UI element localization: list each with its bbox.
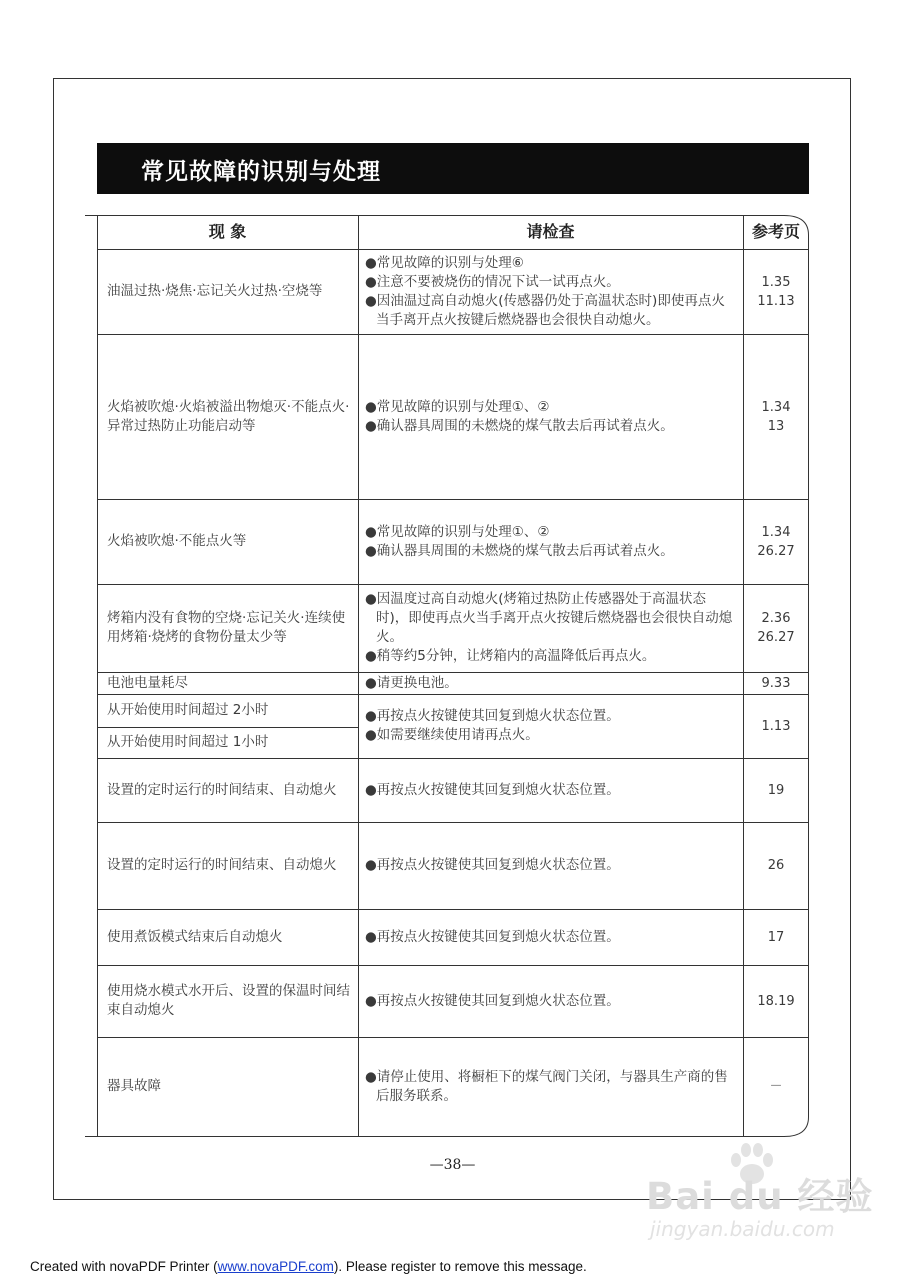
row-10-symptom: 使用烧水模式水开后、设置的保温时间结束自动熄火 [107,983,350,1018]
baidu-watermark-url: jingyan.baidu.com [650,1217,835,1241]
header-ref: 参考页 [751,222,800,241]
row-9-checks [365,909,737,965]
check-item: ●常见故障的识别与处理①、② [365,398,550,415]
ref-page: 1.13 [761,718,791,734]
page-title: 常见故障的识别与处理 [141,159,381,185]
check-item: ●因油温过高自动熄火(传感器仍处于高温状态时)即使再点火当手离开点火按键后燃烧器也会很快自动熄火。 [365,292,725,328]
ref-page: 13 [767,418,785,434]
ref-page: 17 [767,929,785,945]
check-item: ●注意不要被烧伤的情况下试一试再点火。 [365,273,620,290]
header-symptom: 现 象 [208,222,247,241]
row-8-symptom: 设置的定时运行的时间结束、自动熄火 [107,857,337,873]
footer-text-after: ). Please register to remove this message. [333,1259,587,1274]
pdf-footer [30,1259,587,1274]
row-1-ref [743,249,809,334]
check-item: ●确认器具周围的未燃烧的煤气散去后再试着点火。 [365,542,674,559]
row-6-checks [365,694,737,758]
row-6-symptom-a: 从开始使用时间超过 2小时 [107,702,269,718]
row-11-ref [743,1037,809,1136]
row-3-checks [365,499,737,584]
row-10-ref [743,965,809,1037]
ref-page: 1.34 [761,399,791,415]
row-3-symptom: 火焰被吹熄·不能点火等 [107,533,247,549]
row-4-ref [743,584,809,672]
row-8-checks [365,822,737,909]
title-bar [97,143,809,194]
row-7-ref [743,758,809,822]
check-item: ●因温度过高自动熄火(烤箱过热防止传感器处于高温状态时)，即使再点火当手离开点火按键后燃烧器也会很快自动熄火。 [365,591,733,645]
row-4-checks [365,584,737,672]
check-item: ●常见故障的识别与处理①、② [365,523,550,540]
row-5-symptom: 电池电量耗尽 [107,674,188,691]
header-check: 请检查 [526,222,575,241]
footer-text-before: Created with novaPDF Printer ( [30,1259,218,1274]
row-5-ref [743,672,809,694]
ref-page: 1.34 [761,524,791,540]
check-item: ●请停止使用、将橱柜下的煤气阀门关闭，与器具生产商的售后服务联系。 [365,1068,728,1104]
page-number: —38— [429,1157,476,1173]
row-6-ref [743,694,809,758]
check-item: ●再按点火按键使其回复到熄火状态位置。 [365,857,620,873]
ref-page: 26.27 [757,630,795,645]
row-1-symptom: 油温过热·烧焦·忘记关火过热·空烧等 [107,283,323,299]
row-7-symptom: 设置的定时运行的时间结束、自动熄火 [107,781,337,798]
check-item: ●再按点火按键使其回复到熄火状态位置。 [365,992,620,1009]
check-item: ●确认器具周围的未燃烧的煤气散去后再试着点火。 [365,417,674,434]
ref-page: 26 [767,858,785,873]
check-item: ●如需要继续使用请再点火。 [365,727,539,743]
check-item: ●常见故障的识别与处理⑥ [365,254,524,271]
ref-page: － [769,1079,783,1094]
row-1-checks [365,249,737,334]
ref-page: 2.36 [761,611,791,626]
row-4-symptom: 烤箱内没有食物的空烧·忘记关火·连续使用烤箱·烧烤的食物份量太少等 [107,610,346,645]
row-11-checks [365,1037,737,1136]
ref-page: 11.13 [757,293,795,309]
ref-page: 26.27 [757,543,795,559]
row-10-checks [365,965,737,1037]
ref-page: 1.35 [761,274,791,290]
row-3-ref [743,499,809,584]
row-11-symptom: 器具故障 [107,1078,161,1094]
check-item: ●稍等约5分钟，让烤箱内的高温降低后再点火。 [365,648,656,664]
check-item: ●再按点火按键使其回复到熄火状态位置。 [365,781,620,798]
troubleshooting-table [97,215,809,1136]
row-9-symptom: 使用煮饭模式结束后自动熄火 [107,928,283,945]
row-2-symptom: 火焰被吹熄·火焰被溢出物熄灭·不能点火·异常过热防止功能启动等 [107,398,350,434]
row-9-ref [743,909,809,965]
baidu-watermark-logo: Bai du 经验 [646,1175,874,1218]
ref-page: 19 [767,782,785,798]
row-6-symptom-b: 从开始使用时间超过 1小时 [107,734,269,750]
row-2-checks [365,334,737,499]
check-item: ●请更换电池。 [365,674,458,691]
row-2-ref [743,334,809,499]
novapdf-link[interactable]: www.novaPDF.com [217,1259,334,1274]
row-5-checks [365,672,737,694]
ref-page: 18.19 [757,993,795,1009]
check-item: ●再按点火按键使其回复到熄火状态位置。 [365,708,620,724]
row-8-ref [743,822,809,909]
ref-page: 9.33 [761,675,791,691]
check-item: ●再按点火按键使其回复到熄火状态位置。 [365,928,620,945]
row-7-checks [365,758,737,822]
